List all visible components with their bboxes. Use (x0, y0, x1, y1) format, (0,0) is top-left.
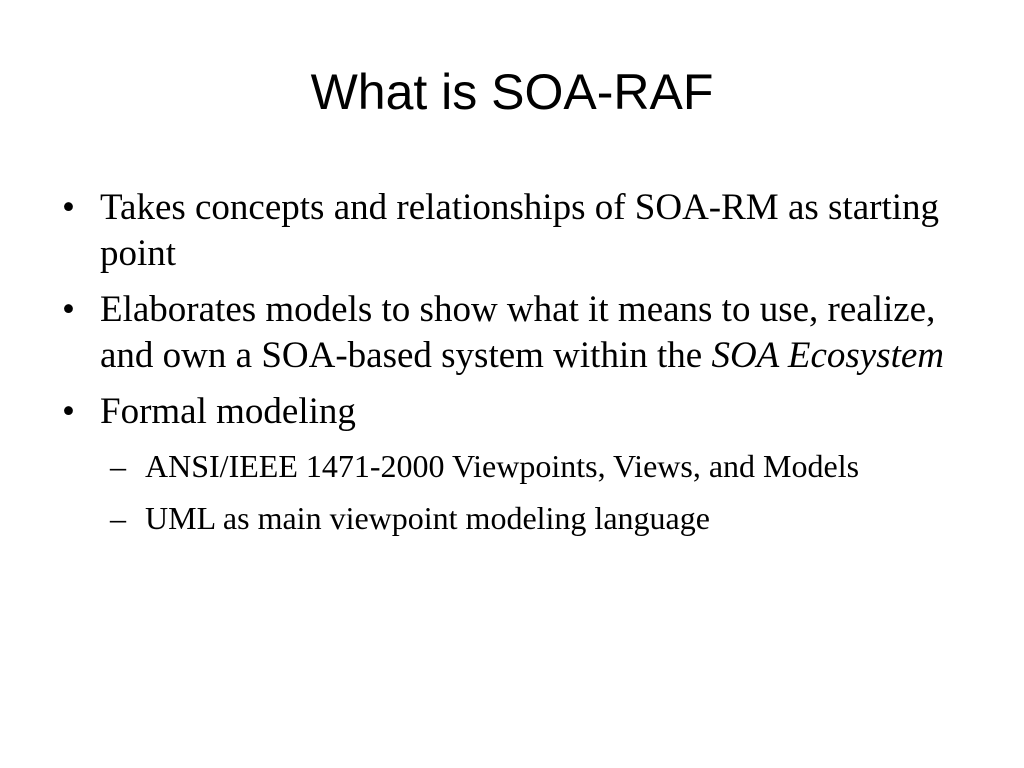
sub-item-text: ANSI/IEEE 1471-2000 Viewpoints, Views, and Models (145, 448, 860, 484)
bullet-text: Takes concepts and relationships of SOA-RM as starting point (100, 187, 940, 274)
bullet-text: Elaborates models to show what it means to use, realize, and own a SOA-based system within the (100, 289, 936, 376)
slide-title: What is SOA-RAF (310, 64, 714, 120)
bullet-marker: • (62, 289, 75, 330)
sub-item-2 (62, 497, 962, 539)
slide-body (62, 185, 962, 549)
dash-marker: – (110, 500, 126, 536)
bullet-marker: • (62, 187, 75, 228)
sub-item-text: UML as main viewpoint modeling language (145, 500, 710, 536)
bullet-item-2 (62, 287, 962, 379)
bullet-emphasis-text: SOA Ecosystem (711, 335, 945, 376)
dash-marker: – (110, 448, 126, 484)
bullet-item-1 (62, 185, 962, 277)
bullet-marker: • (62, 391, 75, 432)
bullet-item-3 (62, 389, 962, 435)
sub-item-1 (62, 445, 962, 487)
bullet-text: Formal modeling (100, 391, 356, 432)
